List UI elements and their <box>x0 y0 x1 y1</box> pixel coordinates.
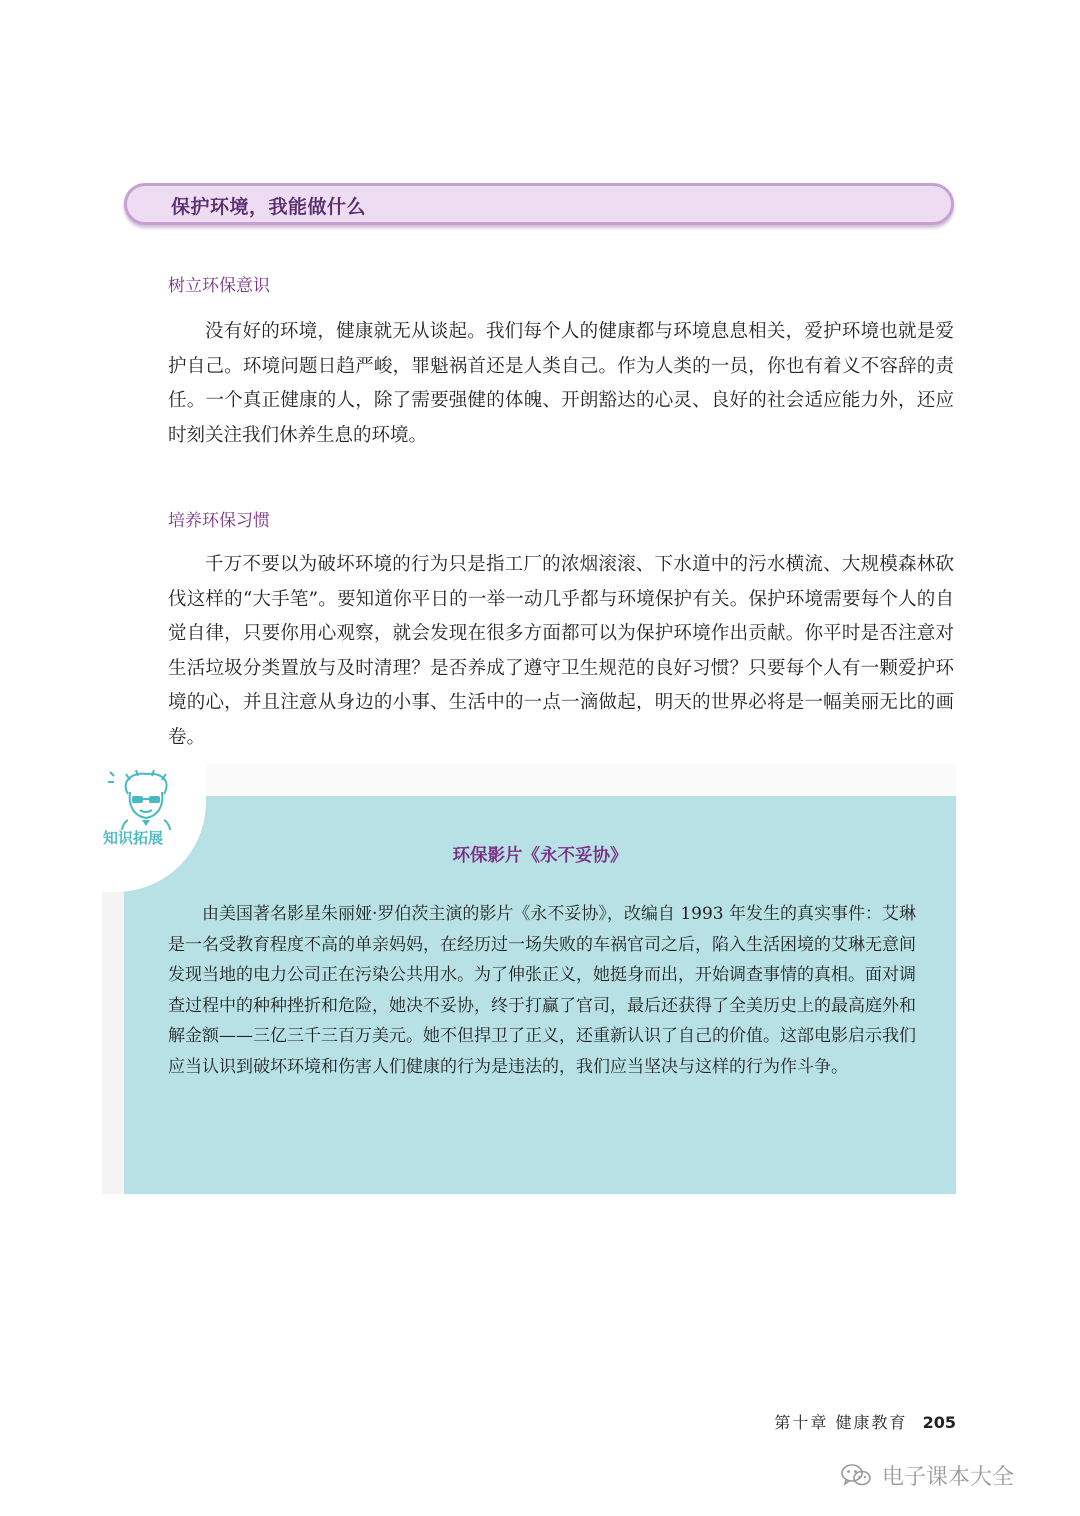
section-title: 保护环境，我能做什么 <box>171 196 367 218</box>
knowledge-box-title: 环保影片《永不妥协》 <box>452 846 628 866</box>
wechat-icon <box>840 1463 872 1487</box>
knowledge-box-side <box>102 880 124 1194</box>
professor-mascot-icon <box>106 770 186 830</box>
page-number: 205 <box>922 1413 956 1432</box>
watermark <box>840 1460 1014 1490</box>
chapter-label: 第十章 健康教育 <box>774 1413 908 1432</box>
paragraph-habits: 千万不要以为破坏环境的行为只是指工厂的浓烟滚滚、下水道中的污水横流、大规模森林砍伐这样的“大手笔”。要知道你平日的一举一动几乎都与环境保护有关。保护环境需要每个人的自觉自律，只要你用心观察，就会发现在很多方面都可以为保护环境作出贡献。你平时是否注意对生活垃圾分类置放与及时清理？是否养成了遵守卫生规范的良好习惯？只要每个人有一颗爱护环境的心，并且注意从身边的小事、生活中的一点一滴做起，明天的世界必将是一幅美丽无比的画卷。 <box>168 554 954 748</box>
section-header <box>124 183 954 225</box>
knowledge-box-body: 由美国著名影星朱丽娅·罗伯茨主演的影片《永不妥协》，改编自 1993 年发生的真实事件：艾琳是一名受教育程度不高的单亲妈妈，在经历过一场失败的车祸官司之后，陷入生活困境的艾琳无意间发现当地的电力公司正在污染公共用水。为了伸张正义，她挺身而出，开始调查事情的真相。面对调查过程中的种种挫折和危险，她决不妥协，终于打赢了官司，最后还获得了全美历史上的最高庭外和解金额——三亿三千三百万美元。她不但捍卫了正义，还重新认识了自己的价值。这部电影启示我们应当认识到破坏环境和伤害人们健康的行为是违法的，我们应当坚决与这样的行为作斗争。 <box>168 904 916 1077</box>
knowledge-badge: 知识拓展 <box>103 829 164 847</box>
paragraph-awareness: 没有好的环境，健康就无从谈起。我们每个人的健康都与环境息息相关，爱护环境也就是爱护自己。环境问题日趋严峻，罪魁祸首还是人类自己。作为人类的一员，你也有着义不容辞的责任。一个真正健康的人，除了需要强健的体魄、开朗豁达的心灵、良好的社会适应能力外，还应时刻关注我们休养生息的环境。 <box>168 321 954 446</box>
page-footer <box>700 1410 956 1433</box>
watermark-text: 电子课本大全 <box>882 1464 1015 1490</box>
knowledge-box-tab <box>102 764 956 796</box>
subsection-heading-awareness: 树立环保意识 <box>168 276 270 296</box>
subsection-heading-habits: 培养环保习惯 <box>168 511 270 531</box>
